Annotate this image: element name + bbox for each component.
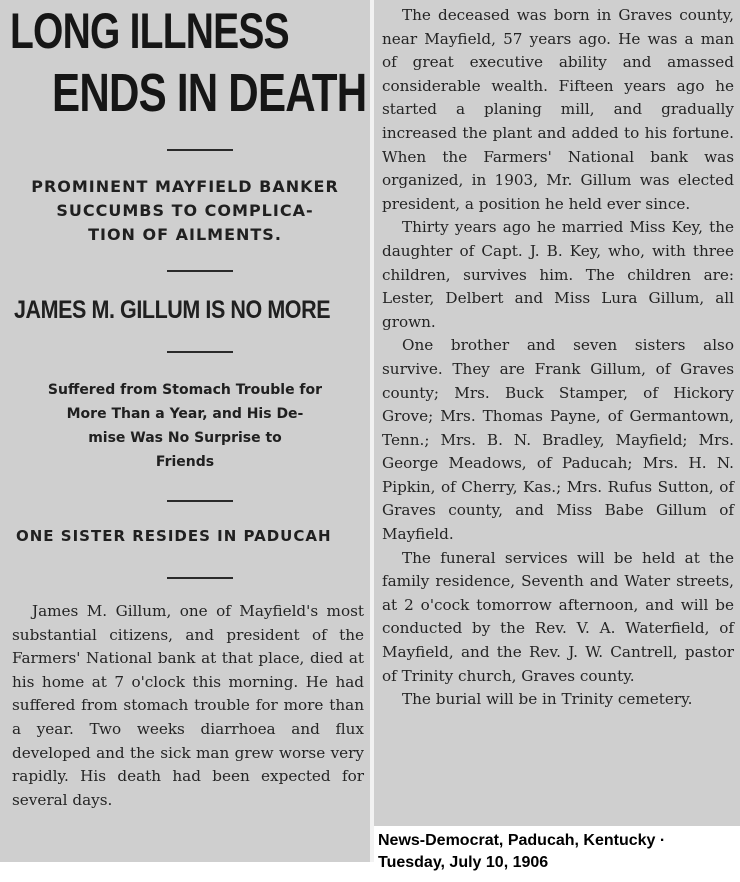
body-paragraph: The deceased was born in Graves county, near Mayfield, 57 years ago. He was a man of great executive ability and amassed considerable wealth. Fifteen years ago he started a planing mill, and gradually increased the plant and added to his fortune. When the Farmers' National bank was organized, in 1903, Mr. Gillum was elected president, a position he held ever since. <box>382 6 734 213</box>
headline-line-1: LONG ILLNESS <box>10 3 289 59</box>
caption-line: Tuesday, July 10, 1906 <box>378 854 549 871</box>
headline-line-2: ENDS IN DEATH <box>52 63 367 123</box>
deck-line: Suffered from Stomach Trouble for <box>47 382 323 398</box>
source-caption <box>378 830 738 874</box>
deck-stomach-trouble <box>0 378 370 474</box>
deck-gillum-no-more: JAMES M. GILLUM IS NO MORE <box>14 296 331 324</box>
deck-line: Friends <box>155 454 215 470</box>
deck-line: PROMINENT MAYFIELD BANKER <box>31 177 339 196</box>
body-paragraph: The funeral services will be held at the family residence, Seventh and Water streets, at 2 o'cock tomorrow afternoon, and will be conducted by the Rev. V. A. Waterfield, of Mayfield, and the Rev. J. W. Cantrell, pastor of Trinity church, Graves county. <box>382 548 734 685</box>
deck-line: mise Was No Surprise to <box>88 430 282 446</box>
deck-sister-paducah: ONE SISTER RESIDES IN PADUCAH <box>16 527 332 545</box>
deck-rule <box>167 577 233 579</box>
caption-line: News-Democrat, Paducah, Kentucky · <box>378 832 666 849</box>
body-paragraph: The burial will be in Trinity cemetery. <box>402 690 693 709</box>
article-continuation <box>382 4 734 712</box>
body-paragraph: Thirty years ago he married Miss Key, the daughter of Capt. J. B. Key, who, with three children, survives him. The children are: Lester, Delbert and Miss Lura Gillum, all grown. <box>382 218 734 331</box>
deck-rule <box>167 500 233 502</box>
headline-rule <box>167 149 233 151</box>
deck-rule <box>167 351 233 353</box>
deck-prominent-banker <box>0 175 370 247</box>
deck-line: TION OF AILMENTS. <box>88 225 282 244</box>
body-paragraph: One brother and seven sisters also survive. They are Frank Gillum, of Graves county; Mrs. Buck Stamper, of Hickory Grove; Mrs. Thomas Payne, of Germantown, Tenn.; Mrs. B. N. Bradley, Mayfield; Mrs. George Meadows, of Paducah; Mrs. H. N. Pipkin, of Cherry, Kas.; Mrs. Rufus Sutton, of Graves county, and Miss Babe Gillum of Mayfield. <box>382 336 734 544</box>
deck-rule <box>167 270 233 272</box>
deck-line: SUCCUMBS TO COMPLICA- <box>56 201 314 220</box>
deck-line: More Than a Year, and His De- <box>66 406 304 422</box>
lede-paragraph: James M. Gillum, one of Mayfield's most substantial citizens, and president of the Farmers' National bank at that place, died at his home at 7 o'clock this morning. He had suffered from stomach trouble for more than a year. Two weeks diarrhoea and flux developed and the sick man grew worse very rapidly. His death had been expected for several days. <box>12 602 364 809</box>
